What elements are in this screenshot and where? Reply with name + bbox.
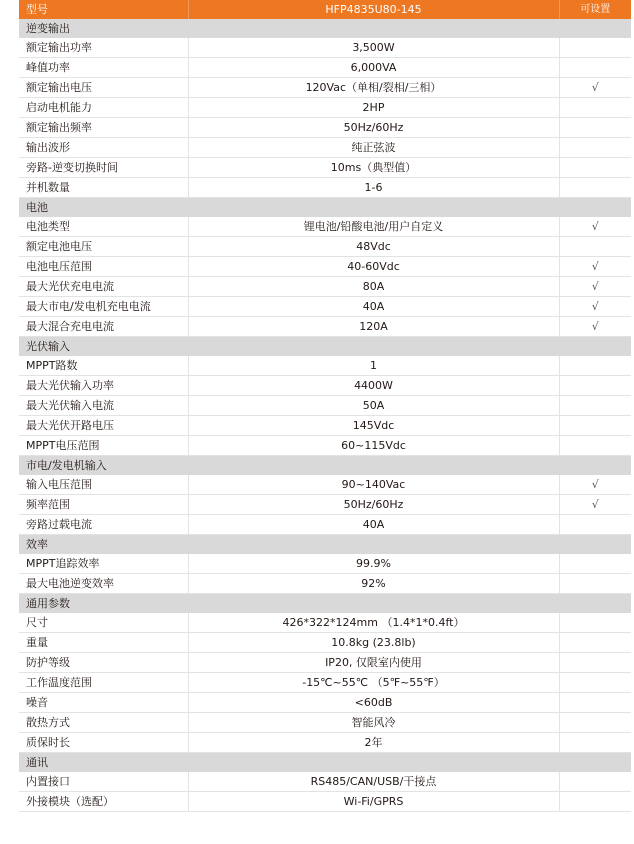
spec-value: 智能风冷 [188,713,559,733]
spec-sheet [19,0,631,812]
settable-cell [559,772,631,792]
settable-check-icon: √ [559,297,631,317]
settable-cell [559,376,631,396]
section-header-row [19,535,631,555]
settable-cell [559,237,631,257]
spec-row [19,217,631,237]
settable-check-icon: √ [559,317,631,337]
settable-check-icon: √ [559,257,631,277]
spec-value: 10ms（典型值） [188,158,559,178]
settable-check-icon: √ [559,78,631,98]
spec-name: 尺寸 [19,613,188,633]
spec-name: MPPT电压范围 [19,436,188,456]
spec-value: 40-60Vdc [188,257,559,277]
settable-cell [559,653,631,673]
spec-value: 锂电池/铅酸电池/用户自定义 [188,217,559,237]
spec-name: MPPT路数 [19,356,188,376]
settable-cell [559,633,631,653]
spec-name: 内置接口 [19,772,188,792]
settable-cell [559,693,631,713]
spec-name: 并机数量 [19,178,188,198]
spec-name: 质保时长 [19,733,188,753]
section-title: 市电/发电机输入 [19,456,631,476]
settable-cell [559,98,631,118]
spec-value: 40A [188,515,559,535]
spec-name: 电池类型 [19,217,188,237]
spec-row [19,178,631,198]
spec-row [19,792,631,812]
spec-name: 额定电池电压 [19,237,188,257]
spec-name: 外接模块（选配） [19,792,188,812]
spec-name: 最大光伏充电电流 [19,277,188,297]
spec-value: 60~115Vdc [188,436,559,456]
settable-cell [559,613,631,633]
spec-row [19,772,631,792]
spec-name: 峰值功率 [19,58,188,78]
spec-row [19,733,631,753]
spec-row [19,613,631,633]
spec-row [19,574,631,594]
spec-row [19,78,631,98]
header-model: HFP4835U80-145 [188,0,559,19]
spec-name: 输入电压范围 [19,475,188,495]
settable-cell [559,58,631,78]
spec-row [19,653,631,673]
settable-cell [559,158,631,178]
spec-value: 145Vdc [188,416,559,436]
section-header-row [19,753,631,773]
spec-name: 输出波形 [19,138,188,158]
spec-name: 最大光伏输入电流 [19,396,188,416]
spec-value: 120Vac（单相/裂相/三相） [188,78,559,98]
spec-row [19,633,631,653]
settable-cell [559,178,631,198]
spec-name: 额定输出频率 [19,118,188,138]
spec-value: 2HP [188,98,559,118]
settable-cell [559,138,631,158]
settable-check-icon: √ [559,475,631,495]
spec-row [19,257,631,277]
section-header-row [19,19,631,38]
settable-cell [559,356,631,376]
spec-row [19,713,631,733]
spec-row [19,515,631,535]
section-header-row [19,337,631,357]
spec-row [19,317,631,337]
spec-name: 防护等级 [19,653,188,673]
spec-row [19,297,631,317]
spec-name: 旁路-逆变切换时间 [19,158,188,178]
spec-value: 50Hz/60Hz [188,495,559,515]
settable-cell [559,574,631,594]
spec-row [19,673,631,693]
settable-cell [559,713,631,733]
spec-value: 92% [188,574,559,594]
settable-cell [559,436,631,456]
header-label: 型号 [19,0,188,19]
spec-row [19,38,631,58]
section-title: 通用参数 [19,594,631,614]
settable-cell [559,416,631,436]
spec-value: 纯正弦波 [188,138,559,158]
spec-row [19,356,631,376]
spec-row [19,58,631,78]
spec-value: 426*322*124mm （1.4*1*0.4ft） [188,613,559,633]
spec-value: IP20, 仅限室内使用 [188,653,559,673]
spec-row [19,436,631,456]
spec-row [19,158,631,178]
spec-value: 40A [188,297,559,317]
spec-name: 散热方式 [19,713,188,733]
spec-name: 频率范围 [19,495,188,515]
spec-name: 电池电压范围 [19,257,188,277]
spec-name: 最大混合充电电流 [19,317,188,337]
spec-name: MPPT追踪效率 [19,554,188,574]
spec-value: 50A [188,396,559,416]
spec-name: 最大光伏输入功率 [19,376,188,396]
settable-cell [559,792,631,812]
section-title: 电池 [19,198,631,218]
spec-row [19,495,631,515]
settable-check-icon: √ [559,277,631,297]
spec-value: 99.9% [188,554,559,574]
settable-cell [559,673,631,693]
header-settable: 可设置 [559,0,631,19]
spec-row [19,277,631,297]
settable-cell [559,38,631,58]
spec-row [19,98,631,118]
spec-name: 噪音 [19,693,188,713]
section-title: 光伏输入 [19,337,631,357]
settable-cell [559,554,631,574]
spec-value: 1 [188,356,559,376]
spec-value: 1-6 [188,178,559,198]
settable-cell [559,733,631,753]
section-header-row [19,456,631,476]
spec-value: 50Hz/60Hz [188,118,559,138]
spec-value: <60dB [188,693,559,713]
spec-value: 90~140Vac [188,475,559,495]
section-title: 逆变输出 [19,19,631,38]
spec-value: 6,000VA [188,58,559,78]
section-header-row [19,198,631,218]
spec-row [19,416,631,436]
spec-name: 额定输出电压 [19,78,188,98]
spec-name: 工作温度范围 [19,673,188,693]
spec-name: 启动电机能力 [19,98,188,118]
spec-value: 120A [188,317,559,337]
spec-value: 10.8kg (23.8lb) [188,633,559,653]
spec-value: Wi-Fi/GPRS [188,792,559,812]
spec-value: 48Vdc [188,237,559,257]
spec-row [19,237,631,257]
spec-value: 2年 [188,733,559,753]
spec-value: RS485/CAN/USB/干接点 [188,772,559,792]
spec-row [19,138,631,158]
section-title: 通讯 [19,753,631,773]
spec-name: 最大市电/发电机充电电流 [19,297,188,317]
section-title: 效率 [19,535,631,555]
spec-value: 80A [188,277,559,297]
spec-row [19,475,631,495]
spec-value: 4400W [188,376,559,396]
spec-name: 额定输出功率 [19,38,188,58]
spec-row [19,376,631,396]
spec-name: 最大光伏开路电压 [19,416,188,436]
settable-check-icon: √ [559,495,631,515]
settable-check-icon: √ [559,217,631,237]
section-header-row [19,594,631,614]
spec-name: 重量 [19,633,188,653]
settable-cell [559,515,631,535]
spec-row [19,118,631,138]
spec-row [19,693,631,713]
spec-table [19,0,631,812]
settable-cell [559,118,631,138]
spec-row [19,554,631,574]
table-header-row [19,0,631,19]
spec-value: 3,500W [188,38,559,58]
settable-cell [559,396,631,416]
spec-name: 旁路过载电流 [19,515,188,535]
spec-value: -15℃~55℃ （5℉~55℉） [188,673,559,693]
spec-row [19,396,631,416]
spec-name: 最大电池逆变效率 [19,574,188,594]
